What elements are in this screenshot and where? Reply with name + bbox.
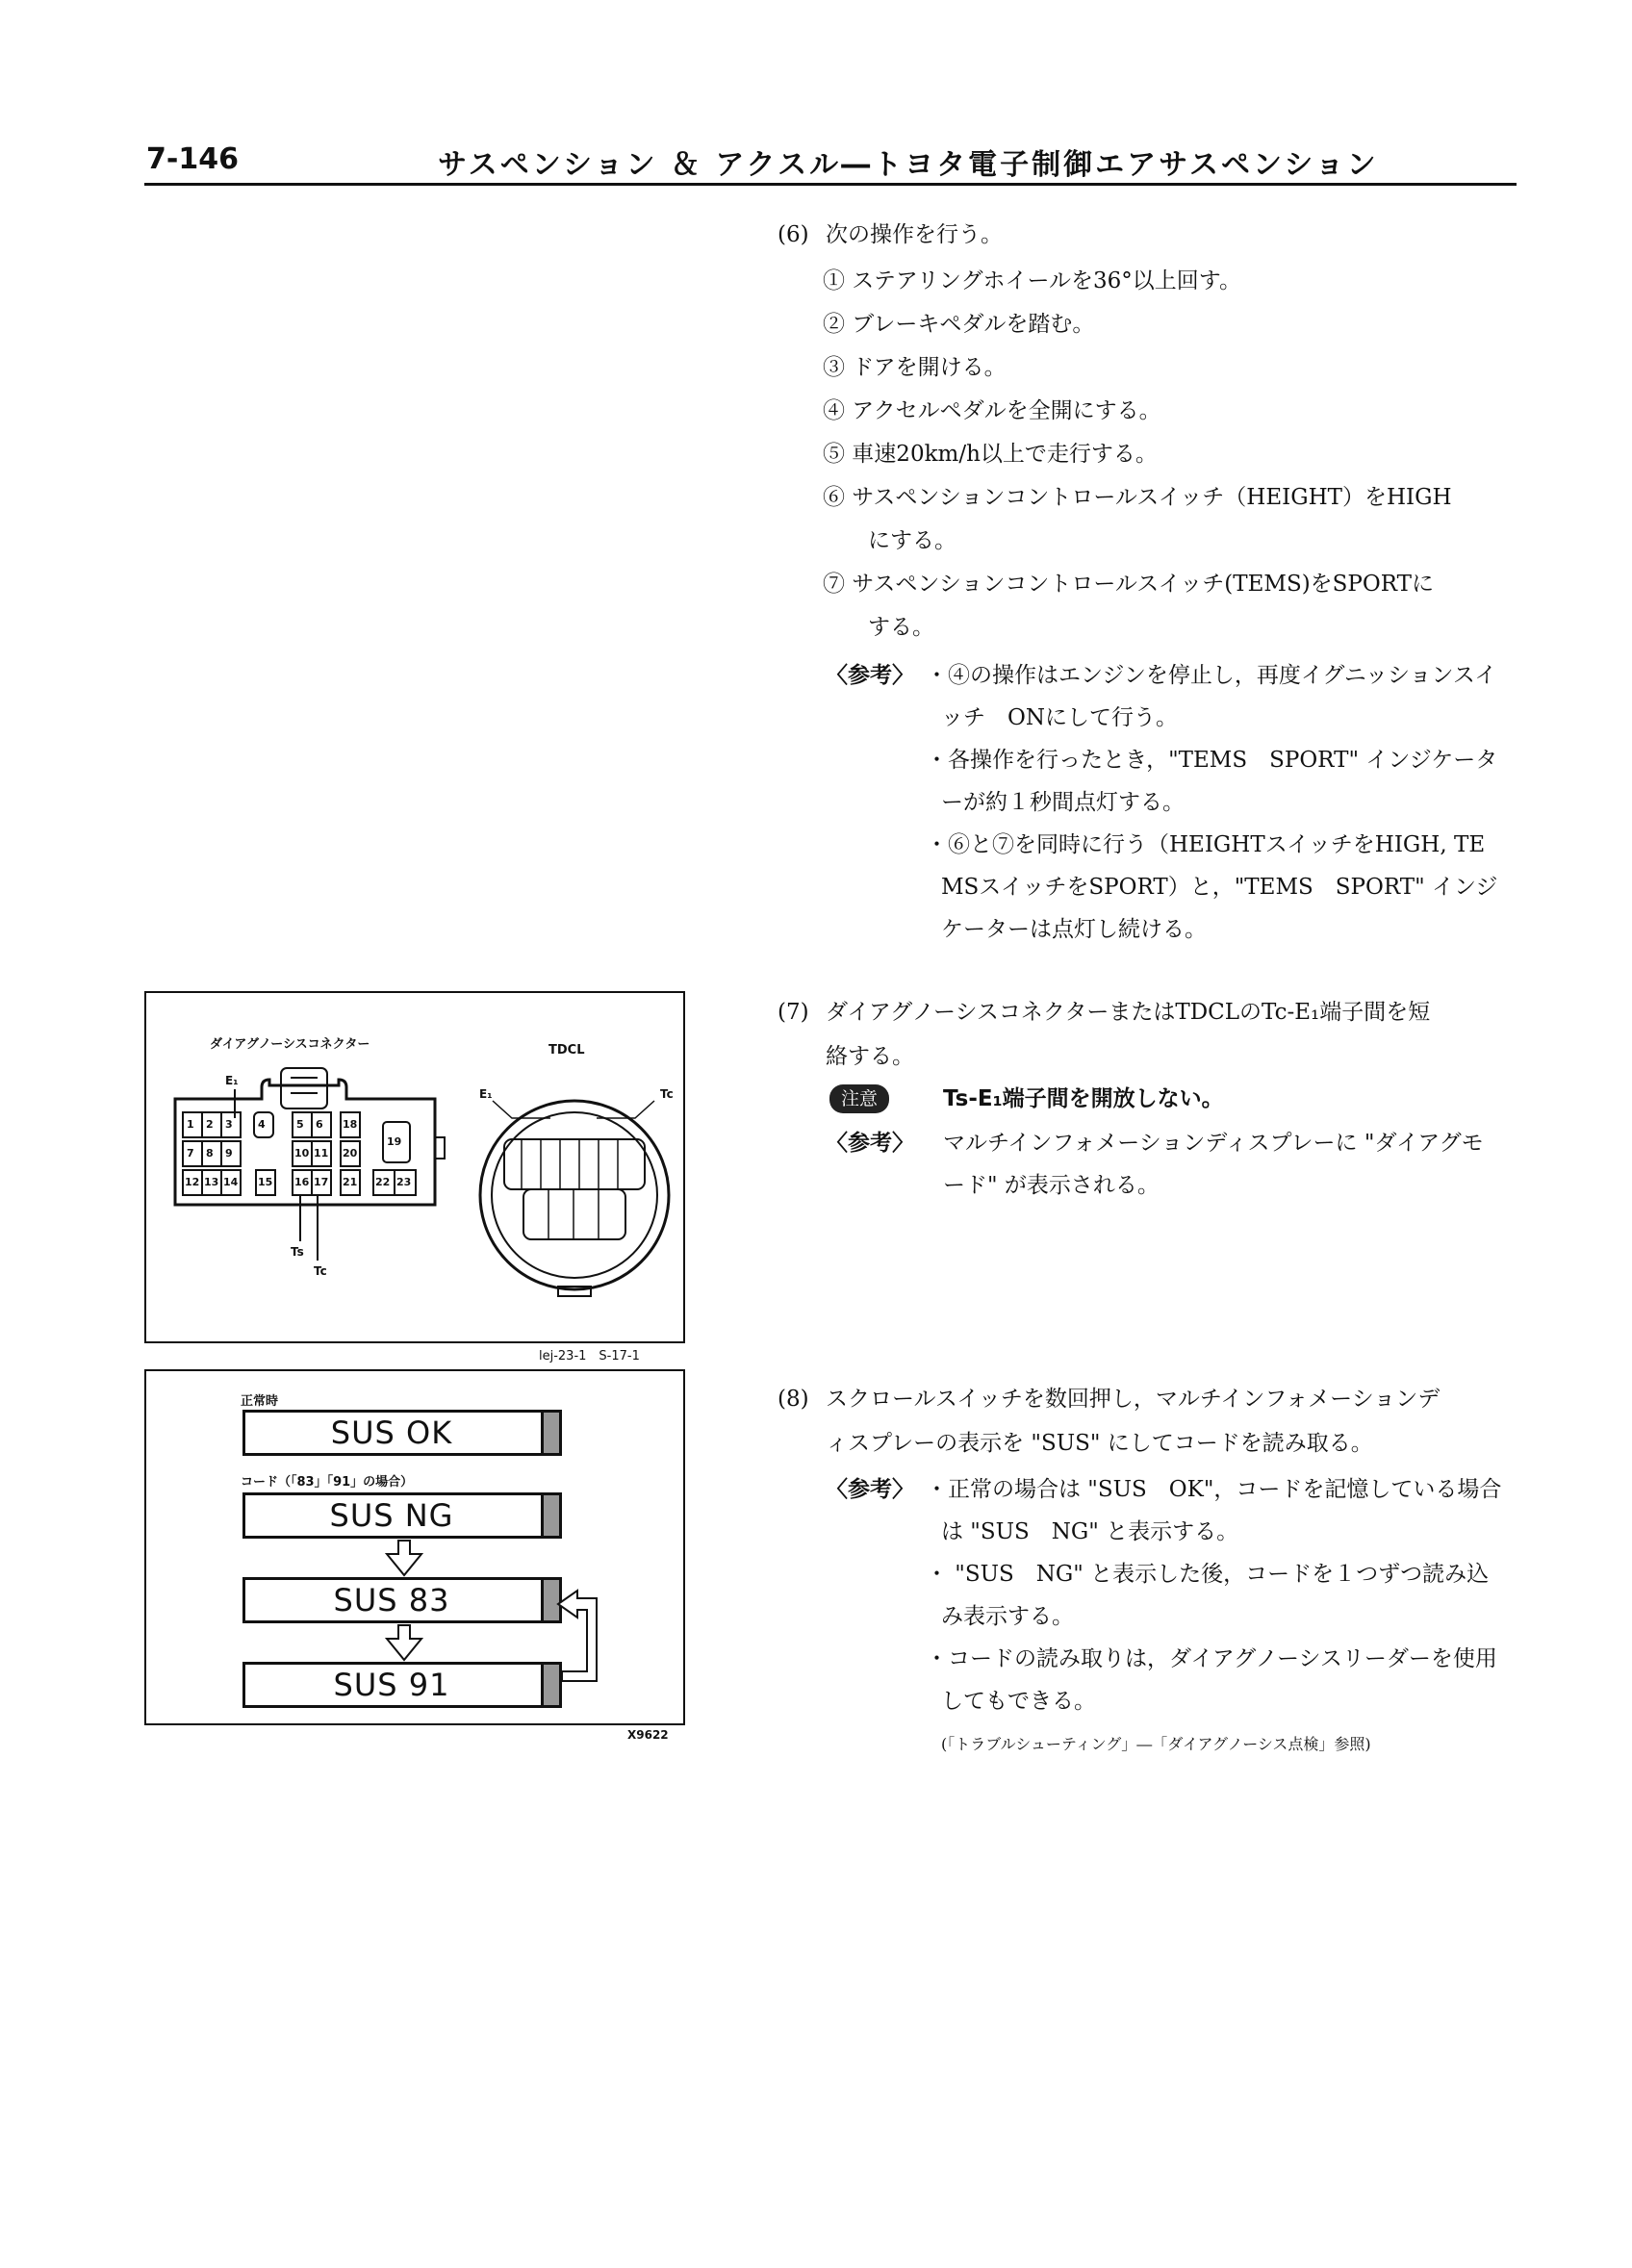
pin-number: 19 bbox=[387, 1135, 402, 1148]
step6-ref-line: ーが約１秒間点灯する。 bbox=[941, 790, 1185, 815]
step6-ref-line: ・⑥と⑦を同時に行う（HEIGHTスイッチをHIGH, TE bbox=[926, 832, 1486, 857]
step6-item: ⑤ 車速20km/h以上で走行する。 bbox=[823, 442, 1158, 467]
step8-ref-label: 〈参考〉 bbox=[826, 1476, 914, 1502]
page-number: 7-146 bbox=[146, 142, 239, 176]
display-sus-91: SUS 91 bbox=[242, 1662, 562, 1708]
pin-number: 6 bbox=[316, 1118, 323, 1131]
tc-label: Tc bbox=[314, 1264, 327, 1278]
step8-line: ィスプレーの表示を "SUS" にしてコードを読み取る。 bbox=[826, 1431, 1373, 1456]
display-figure bbox=[144, 1369, 685, 1725]
step6-item: ④ アクセルペダルを全開にする。 bbox=[823, 398, 1161, 423]
pin-number: 13 bbox=[204, 1176, 219, 1188]
tdcl-tc-label: Tc bbox=[660, 1087, 674, 1101]
pin-number: 22 bbox=[375, 1176, 391, 1188]
pin-number: 23 bbox=[396, 1176, 412, 1188]
step7-ref-line: ード" が表示される。 bbox=[943, 1173, 1160, 1198]
page-title: サスペンション ＆ アクスル―トヨタ電子制御エアサスペンション bbox=[438, 148, 1379, 182]
step7-line: 絡する。 bbox=[826, 1044, 914, 1069]
pin-number: 5 bbox=[296, 1118, 304, 1131]
header-rule bbox=[144, 183, 1517, 186]
step6-item: ⑦ サスペンションコントロールスイッチ(TEMS)をSPORTに bbox=[823, 572, 1435, 597]
caution-badge: 注意 bbox=[829, 1084, 889, 1113]
pin-number: 7 bbox=[187, 1147, 194, 1159]
e1-label: E₁ bbox=[225, 1074, 239, 1087]
step6-number: (6) bbox=[778, 222, 809, 247]
connector-figure-caption: lej-23-1 S-17-1 bbox=[539, 1349, 640, 1363]
step8-ref-line: は "SUS NG" と表示する。 bbox=[941, 1519, 1239, 1544]
pin-number: 12 bbox=[185, 1176, 200, 1188]
step8-ref-line: してもできる。 bbox=[941, 1689, 1096, 1714]
step8-cross-reference: (「トラブルシューティング」―「ダイアグノーシス点検」参照) bbox=[941, 1735, 1371, 1753]
display-sus-83: SUS 83 bbox=[242, 1577, 562, 1623]
pin-number: 9 bbox=[225, 1147, 233, 1159]
step7-line: ダイアグノーシスコネクターまたはTDCLのTc-E₁端子間を短 bbox=[826, 1000, 1431, 1025]
display-flow-arrows bbox=[146, 1371, 683, 1723]
step8-ref-line: み表示する。 bbox=[941, 1604, 1074, 1629]
connector-label: ダイアグノーシスコネクター bbox=[210, 1037, 370, 1052]
ts-label: Ts bbox=[291, 1245, 304, 1259]
pin-number: 15 bbox=[258, 1176, 273, 1188]
step6-item-cont: する。 bbox=[868, 615, 934, 640]
tdcl-e1-label: E₁ bbox=[479, 1087, 493, 1101]
step6-item: ② ブレーキペダルを踏む。 bbox=[823, 312, 1095, 337]
step6-item: ① ステアリングホイールを36°以上回す。 bbox=[823, 268, 1241, 293]
pin-number: 11 bbox=[314, 1147, 329, 1159]
pin-number: 20 bbox=[343, 1147, 358, 1159]
step8-ref-line: ・ "SUS NG" と表示した後，コードを１つずつ読み込 bbox=[926, 1562, 1490, 1587]
step7-ref-label: 〈参考〉 bbox=[826, 1130, 914, 1156]
step6-ref-line: ・各操作を行ったとき，"TEMS SPORT" インジケータ bbox=[926, 748, 1498, 773]
step6-ref-line: ッチ ONにして行う。 bbox=[941, 705, 1178, 730]
pin-number: 16 bbox=[294, 1176, 310, 1188]
pin-number: 14 bbox=[223, 1176, 239, 1188]
display-figure-caption: X9622 bbox=[627, 1728, 669, 1742]
pin-number: 18 bbox=[343, 1118, 358, 1131]
step6-ref-line: ・④の操作はエンジンを停止し，再度イグニッションスイ bbox=[926, 663, 1497, 688]
step7-number: (7) bbox=[778, 1000, 809, 1025]
step8-number: (8) bbox=[778, 1387, 809, 1412]
pin-number: 2 bbox=[206, 1118, 214, 1131]
connector-drawing bbox=[146, 993, 683, 1341]
normal-label: 正常時 bbox=[241, 1394, 279, 1409]
step8-ref-line: ・正常の場合は "SUS OK"，コードを記憶している場合 bbox=[926, 1477, 1502, 1502]
pin-number: 1 bbox=[187, 1118, 194, 1131]
code-label: コード（「83」「91」の場合） bbox=[241, 1475, 414, 1490]
step6-item: ③ ドアを開ける。 bbox=[823, 355, 1007, 380]
pin-number: 17 bbox=[314, 1176, 329, 1188]
step8-ref-line: ・コードの読み取りは，ダイアグノーシスリーダーを使用 bbox=[926, 1646, 1497, 1671]
connector-figure bbox=[144, 991, 685, 1343]
tdcl-label: TDCL bbox=[548, 1043, 585, 1058]
step8-line: スクロールスイッチを数回押し，マルチインフォメーションデ bbox=[826, 1387, 1441, 1412]
step6-ref-line: ケーターは点灯し続ける。 bbox=[941, 917, 1207, 942]
display-sus-ng: SUS NG bbox=[242, 1492, 562, 1539]
pin-number: 4 bbox=[258, 1118, 266, 1131]
pin-number: 3 bbox=[225, 1118, 233, 1131]
pin-number: 21 bbox=[343, 1176, 358, 1188]
pin-number: 10 bbox=[294, 1147, 310, 1159]
step6-ref-label: 〈参考〉 bbox=[826, 662, 914, 688]
caution-text: Ts-E₁端子間を開放しない。 bbox=[943, 1086, 1224, 1111]
step7-ref-line: マルチインフォメーションディスプレーに "ダイアグモ bbox=[943, 1131, 1484, 1156]
step6-item: ⑥ サスペンションコントロールスイッチ（HEIGHT）をHIGH bbox=[823, 485, 1452, 510]
step6-item-cont: にする。 bbox=[868, 528, 956, 553]
pin-number: 8 bbox=[206, 1147, 214, 1159]
step6-title: 次の操作を行う。 bbox=[826, 222, 1003, 247]
display-sus-ok: SUS OK bbox=[242, 1410, 562, 1456]
step6-ref-line: MSスイッチをSPORT）と，"TEMS SPORT" インジ bbox=[941, 875, 1498, 900]
